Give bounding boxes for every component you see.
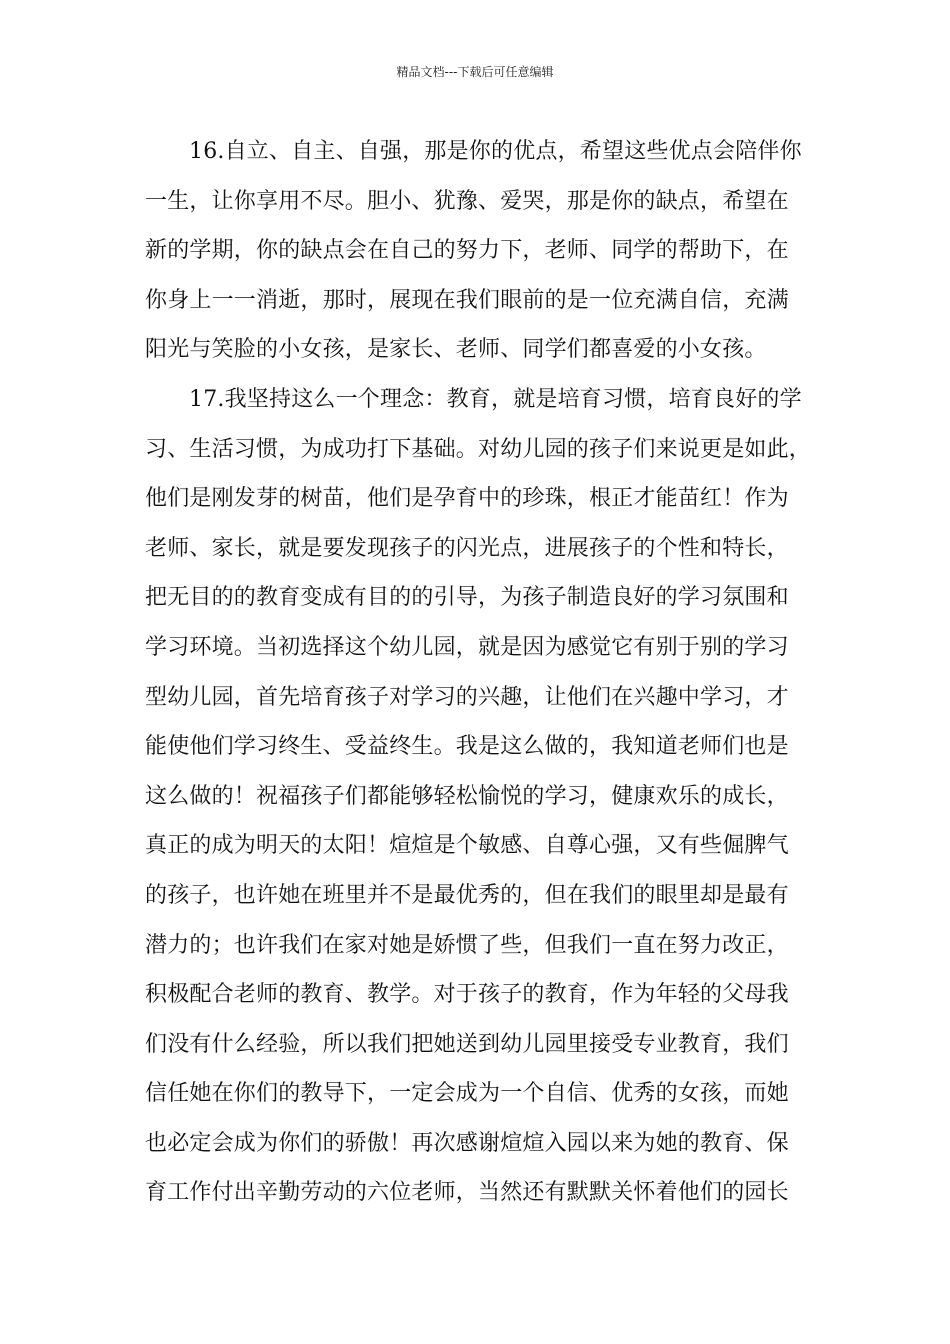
paragraph-17-line: 们没有什么经验，所以我们把她送到幼儿园里接受专业教育，我们	[145, 1031, 789, 1057]
paragraph-17-line: 老师、家长，就是要发现孩子的闪光点，进展孩子的个性和特长，	[145, 535, 789, 561]
paragraph-17-line: 的孩子，也许她在班里并不是最优秀的，但在我们的眼里却是最有	[145, 882, 789, 908]
paragraph-17-line: 育工作付出辛勤劳动的六位老师，当然还有默默关怀着他们的园长	[145, 1180, 789, 1206]
paragraph-17-line: 积极配合老师的教育、教学。对于孩子的教育，作为年轻的父母我	[145, 982, 789, 1008]
page-header: 精品文档---下载后可任意编辑	[396, 65, 554, 79]
paragraph-17-line: 他们是刚发芽的树苗，他们是孕育中的珍珠，根正才能苗红！作为	[145, 486, 789, 512]
paragraph-17-line: 真正的成为明天的太阳！煊煊是个敏感、自尊心强，又有些倔脾气	[145, 833, 789, 859]
paragraph-17-line: 也必定会成为你们的骄傲！再次感谢煊煊入园以来为她的教育、保	[145, 1130, 789, 1156]
paragraph-16-line: 你身上一一消逝，那时，展现在我们眼前的是一位充满自信，充满	[145, 287, 789, 313]
paragraph-17-line: 把无目的的教育变成有目的的引导，为孩子制造良好的学习氛围和	[145, 585, 789, 611]
paragraph-17-line: 这么做的！祝福孩子们都能够轻松愉悦的学习，健康欢乐的成长，	[145, 783, 789, 809]
paragraph-16-line: 新的学期，你的缺点会在自己的努力下，老师、同学的帮助下，在	[145, 238, 789, 264]
paragraph-17-line: 型幼儿园，首先培育孩子对学习的兴趣，让他们在兴趣中学习，才	[145, 684, 789, 710]
paragraph-16-line: 阳光与笑脸的小女孩，是家长、老师、同学们都喜爱的小女孩。	[145, 337, 767, 363]
paragraph-17-line: 习、生活习惯，为成功打下基础。对幼儿园的孩子们来说更是如此，	[145, 436, 812, 462]
document-body	[145, 132, 825, 1223]
paragraph-17-line: 能使他们学习终生、受益终生。我是这么做的，我知道老师们也是	[145, 734, 789, 760]
paragraph-17-line: 学习环境。当初选择这个幼儿园，就是因为感觉它有别于别的学习	[145, 634, 789, 660]
paragraph-16-line: 16.自立、自主、自强，那是你的优点，希望这些优点会陪伴你	[189, 139, 802, 164]
paragraph-17-line: 信任她在你们的教导下，一定会成为一个自信、优秀的女孩，而她	[145, 1081, 789, 1107]
paragraph-17-line: 17.我坚持这么一个理念：教育，就是培育习惯，培育良好的学	[189, 386, 802, 412]
paragraph-17-line: 潜力的；也许我们在家对她是娇惯了些，但我们一直在努力改正，	[145, 932, 789, 958]
paragraph-16-line: 一生，让你享用不尽。胆小、犹豫、爱哭，那是你的缺点，希望在	[145, 188, 789, 214]
